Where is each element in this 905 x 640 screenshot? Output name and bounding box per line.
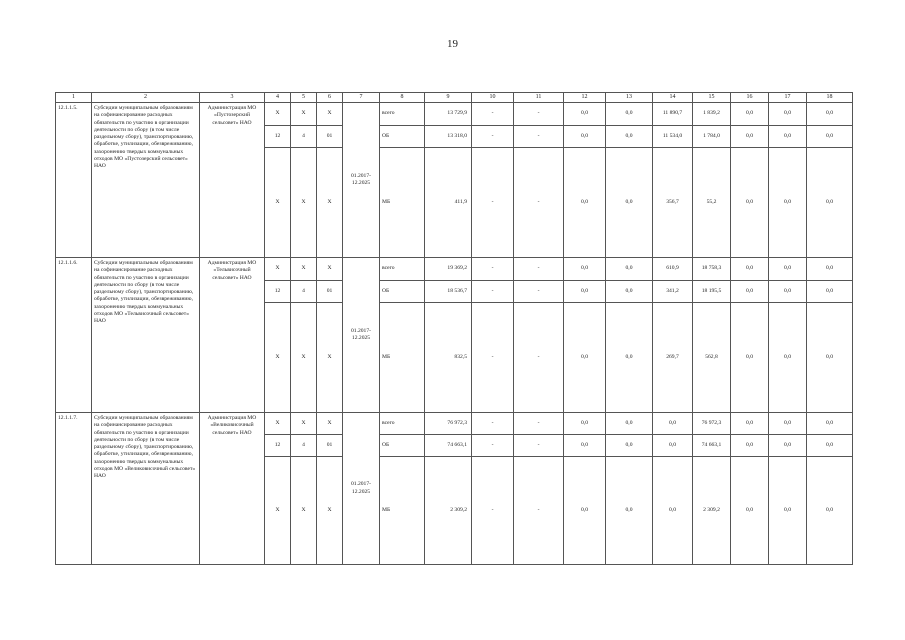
budget-code-cell: Х [265, 258, 291, 281]
value-cell: - [514, 148, 564, 258]
budget-code-cell: 01 [317, 126, 343, 148]
value-cell: 0,0 [606, 126, 653, 148]
value-cell: 0,0 [807, 457, 853, 565]
value-cell: 0,0 [653, 413, 693, 435]
value-cell: - [514, 303, 564, 413]
value-cell: 76 972,3 [693, 413, 731, 435]
period-cell: 01.2017-12.2025 [343, 258, 380, 413]
total-cell: 2 309,2 [425, 457, 472, 565]
value-cell: 0,0 [606, 457, 653, 565]
value-cell: 0,0 [769, 258, 807, 281]
value-cell: 11 534,0 [653, 126, 693, 148]
value-cell: 0,0 [731, 258, 769, 281]
header-cell: 1 [56, 93, 92, 103]
budget-code-cell: Х [291, 148, 317, 258]
value-cell: 0,0 [807, 413, 853, 435]
value-cell: 0,0 [769, 103, 807, 126]
budget-code-cell: Х [265, 148, 291, 258]
header-cell: 16 [731, 93, 769, 103]
measure-description: Субсидии муниципальным образованиям на софинансирование расходных обязательств по участию в организации деятельности по сбору (в том числе раздельному сбору), транспортированию, обработке, утилизации, обезвреживанию, захоронению твердых коммунальных отходов МО «Тельвисочный сельсовет» НАО [92, 258, 200, 413]
value-cell: 0,0 [769, 435, 807, 457]
value-cell: 562,8 [693, 303, 731, 413]
value-cell: 2 309,2 [693, 457, 731, 565]
header-cell: 11 [514, 93, 564, 103]
value-cell: 610,9 [653, 258, 693, 281]
header-cell: 9 [425, 93, 472, 103]
value-cell: - [472, 457, 514, 565]
budget-code-cell: 12 [265, 435, 291, 457]
budget-code-cell: Х [317, 457, 343, 565]
value-cell: 0,0 [653, 457, 693, 565]
funding-source: МБ [380, 457, 425, 565]
value-cell: 0,0 [731, 281, 769, 303]
budget-code-cell: Х [291, 457, 317, 565]
value-cell: 1 839,2 [693, 103, 731, 126]
value-cell: - [514, 413, 564, 435]
header-cell: 12 [564, 93, 606, 103]
value-cell: 0,0 [564, 303, 606, 413]
value-cell: 0,0 [564, 148, 606, 258]
budget-code-cell: Х [291, 103, 317, 126]
funding-source: ОБ [380, 435, 425, 457]
value-cell: 0,0 [731, 103, 769, 126]
table-row [56, 258, 853, 281]
total-cell: 411,9 [425, 148, 472, 258]
value-cell: - [472, 126, 514, 148]
value-cell: 0,0 [564, 103, 606, 126]
value-cell: 341,2 [653, 281, 693, 303]
value-cell: 18 195,5 [693, 281, 731, 303]
budget-code-cell: Х [317, 303, 343, 413]
budget-code-cell: Х [291, 413, 317, 435]
responsible-executor: Администрация МО «Пустозерский сельсовет» НАО [200, 103, 265, 258]
budget-code-cell: 12 [265, 281, 291, 303]
value-cell: 0,0 [564, 281, 606, 303]
header-row [56, 93, 853, 103]
total-cell: 18 536,7 [425, 281, 472, 303]
page-number: 19 [447, 38, 458, 50]
value-cell: 0,0 [769, 126, 807, 148]
value-cell: 0,0 [807, 258, 853, 281]
value-cell: 55,2 [693, 148, 731, 258]
value-cell: 0,0 [807, 303, 853, 413]
measure-code: 12.1.1.5. [56, 103, 92, 258]
value-cell: 0,0 [606, 103, 653, 126]
program-table [55, 92, 853, 565]
header-cell: 10 [472, 93, 514, 103]
value-cell: 0,0 [769, 303, 807, 413]
budget-code-cell: Х [317, 148, 343, 258]
value-cell: - [472, 413, 514, 435]
budget-code-cell: 4 [291, 126, 317, 148]
value-cell: 0,0 [564, 126, 606, 148]
funding-source: всего [380, 258, 425, 281]
total-cell: 76 972,3 [425, 413, 472, 435]
value-cell: 0,0 [769, 413, 807, 435]
measure-code: 12.1.1.7. [56, 413, 92, 565]
value-cell: 0,0 [606, 258, 653, 281]
header-cell: 18 [807, 93, 853, 103]
value-cell: - [514, 435, 564, 457]
value-cell: 0,0 [564, 413, 606, 435]
header-cell: 13 [606, 93, 653, 103]
measure-code: 12.1.1.6. [56, 258, 92, 413]
budget-code-cell: 4 [291, 435, 317, 457]
budget-code-cell: 12 [265, 126, 291, 148]
header-cell: 3 [200, 93, 265, 103]
value-cell: - [514, 281, 564, 303]
value-cell: 18 758,3 [693, 258, 731, 281]
measure-description: Субсидии муниципальным образованиям на софинансирование расходных обязательств по участию в организации деятельности по сбору (в том числе раздельному сбору), транспортированию, обработке, утилизации, обезвреживанию, захоронению твердых коммунальных отходов МО «Великовисочный сельсовет» НАО [92, 413, 200, 565]
header-cell: 17 [769, 93, 807, 103]
value-cell: 0,0 [731, 126, 769, 148]
budget-code-cell: Х [317, 103, 343, 126]
budget-code-cell: Х [265, 303, 291, 413]
value-cell: 0,0 [564, 258, 606, 281]
table-row [56, 413, 853, 435]
value-cell: 0,0 [606, 148, 653, 258]
value-cell: - [514, 457, 564, 565]
funding-source: МБ [380, 303, 425, 413]
budget-code-cell: 4 [291, 281, 317, 303]
value-cell: - [472, 435, 514, 457]
budget-code-cell: 01 [317, 281, 343, 303]
table-row [56, 103, 853, 126]
budget-code-cell: Х [265, 413, 291, 435]
value-cell: 0,0 [731, 148, 769, 258]
budget-code-cell: Х [265, 457, 291, 565]
total-cell: 19 369,2 [425, 258, 472, 281]
header-cell: 15 [693, 93, 731, 103]
value-cell: - [472, 148, 514, 258]
value-cell: 0,0 [606, 435, 653, 457]
value-cell: 0,0 [807, 435, 853, 457]
value-cell: - [472, 258, 514, 281]
funding-source: ОБ [380, 126, 425, 148]
budget-code-cell: Х [291, 303, 317, 413]
funding-source: ОБ [380, 281, 425, 303]
value-cell: 0,0 [769, 281, 807, 303]
value-cell: - [472, 103, 514, 126]
value-cell: 0,0 [769, 148, 807, 258]
value-cell: - [514, 258, 564, 281]
value-cell: 0,0 [564, 435, 606, 457]
value-cell: - [514, 126, 564, 148]
value-cell: 0,0 [606, 303, 653, 413]
total-cell: 832,5 [425, 303, 472, 413]
budget-code-cell: Х [317, 258, 343, 281]
header-cell: 6 [317, 93, 343, 103]
budget-code-cell: 01 [317, 435, 343, 457]
funding-source: всего [380, 413, 425, 435]
value-cell: 0,0 [606, 413, 653, 435]
value-cell: 0,0 [731, 435, 769, 457]
funding-source: всего [380, 103, 425, 126]
budget-code-cell: Х [265, 103, 291, 126]
budget-code-cell: Х [291, 258, 317, 281]
header-cell: 14 [653, 93, 693, 103]
value-cell: 11 890,7 [653, 103, 693, 126]
header-cell: 5 [291, 93, 317, 103]
budget-code-cell: Х [317, 413, 343, 435]
value-cell: 0,0 [769, 457, 807, 565]
value-cell: 269,7 [653, 303, 693, 413]
responsible-executor: Администрация МО «Тельвисочный сельсовет» НАО [200, 258, 265, 413]
total-cell: 74 663,1 [425, 435, 472, 457]
header-cell: 4 [265, 93, 291, 103]
value-cell: - [472, 281, 514, 303]
value-cell: 0,0 [807, 281, 853, 303]
header-cell: 8 [380, 93, 425, 103]
value-cell: - [514, 103, 564, 126]
value-cell: 0,0 [564, 457, 606, 565]
value-cell: 1 784,0 [693, 126, 731, 148]
value-cell: 0,0 [807, 103, 853, 126]
period-cell: 01.2017-12.2025 [343, 103, 380, 258]
value-cell: 0,0 [653, 435, 693, 457]
value-cell: 0,0 [606, 281, 653, 303]
total-cell: 13 318,0 [425, 126, 472, 148]
period-cell: 01.2017-12.2025 [343, 413, 380, 565]
value-cell: 0,0 [807, 148, 853, 258]
header-cell: 2 [92, 93, 200, 103]
value-cell: 0,0 [731, 413, 769, 435]
value-cell: 356,7 [653, 148, 693, 258]
value-cell: 0,0 [807, 126, 853, 148]
responsible-executor: Администрация МО «Великовисочный сельсовет» НАО [200, 413, 265, 565]
total-cell: 13 729,9 [425, 103, 472, 126]
value-cell: 0,0 [731, 457, 769, 565]
funding-source: МБ [380, 148, 425, 258]
header-cell: 7 [343, 93, 380, 103]
value-cell: - [472, 303, 514, 413]
value-cell: 74 663,1 [693, 435, 731, 457]
value-cell: 0,0 [731, 303, 769, 413]
measure-description: Субсидии муниципальным образованиям на софинансирование расходных обязательств по участию в организации деятельности по сбору (в том числе раздельному сбору), транспортированию, обработке, утилизации, обезвреживанию, захоронению твердых коммунальных отходов МО «Пустозерский сельсовет» НАО [92, 103, 200, 258]
